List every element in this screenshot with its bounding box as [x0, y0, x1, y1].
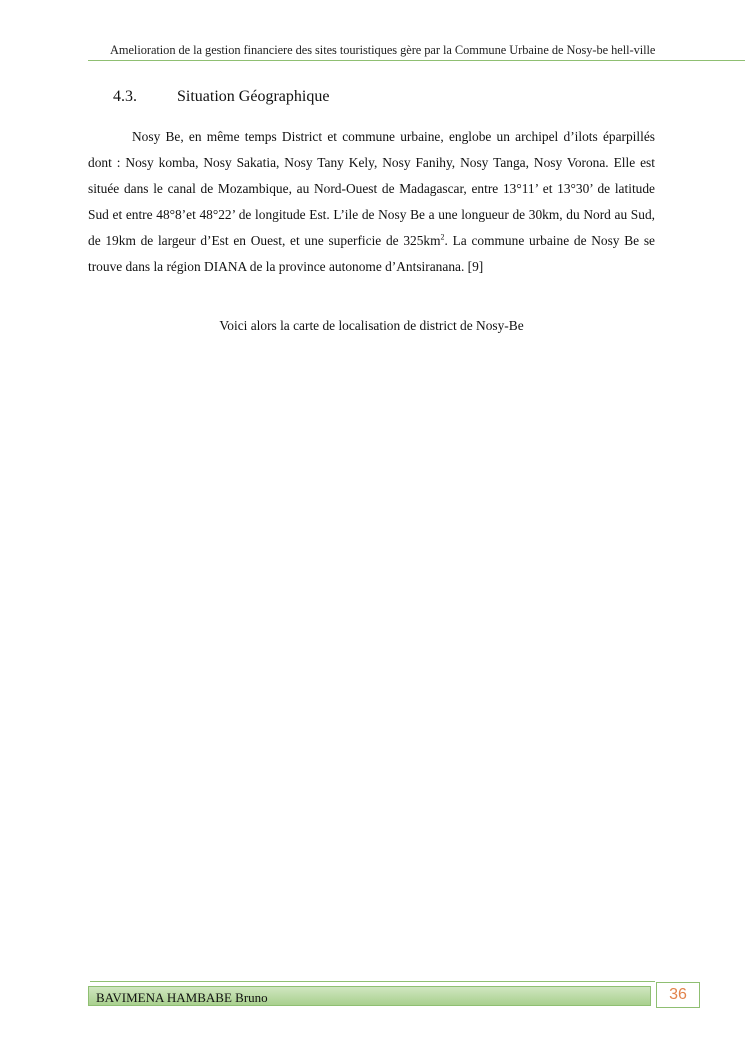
page-number: 36 [656, 982, 700, 1008]
footer-divider [90, 981, 655, 982]
footer-author: BAVIMENA HAMBABE Bruno [96, 990, 268, 1005]
section-number: 4.3. [113, 88, 137, 105]
body-paragraph [88, 124, 655, 280]
map-caption: Voici alors la carte de localisation de district de Nosy-Be [219, 318, 524, 333]
running-header: Amelioration de la gestion financiere des sites touristiques gère par la Commune Urbaine de Nosy-be hell-ville [110, 43, 656, 57]
superscript-2: 2 [440, 232, 445, 242]
footer-author-bar [88, 986, 651, 1006]
paragraph-text-part1: Nosy Be, en même temps District et commune urbaine, englobe un archipel d’ilots éparpillés dont : Nosy komba, Nosy Sakatia, Nosy Tany Kely, Nosy Fanihy, Nosy Tanga, Nosy Vorona. Elle est située dans le canal de Mozambique, au Nord-Ouest de Madagascar, entre 13°11’ et 13°30’ de latitude Sud et entre 48°8’et 48°22’ de longitude Est. L’ile de Nosy Be a une longueur de 30km, du Nord au Sud, de 19km de largeur d’Est en Ouest, et une superficie de 325km [88, 129, 655, 248]
section-title: Situation Géographique [177, 88, 330, 105]
paragraph-text-part2: . La commune urbaine de Nosy Be se trouve dans la région DIANA de la province autonome d’Antsiranana. [9] [88, 233, 655, 274]
header-divider [88, 60, 745, 61]
section-heading [113, 88, 329, 106]
